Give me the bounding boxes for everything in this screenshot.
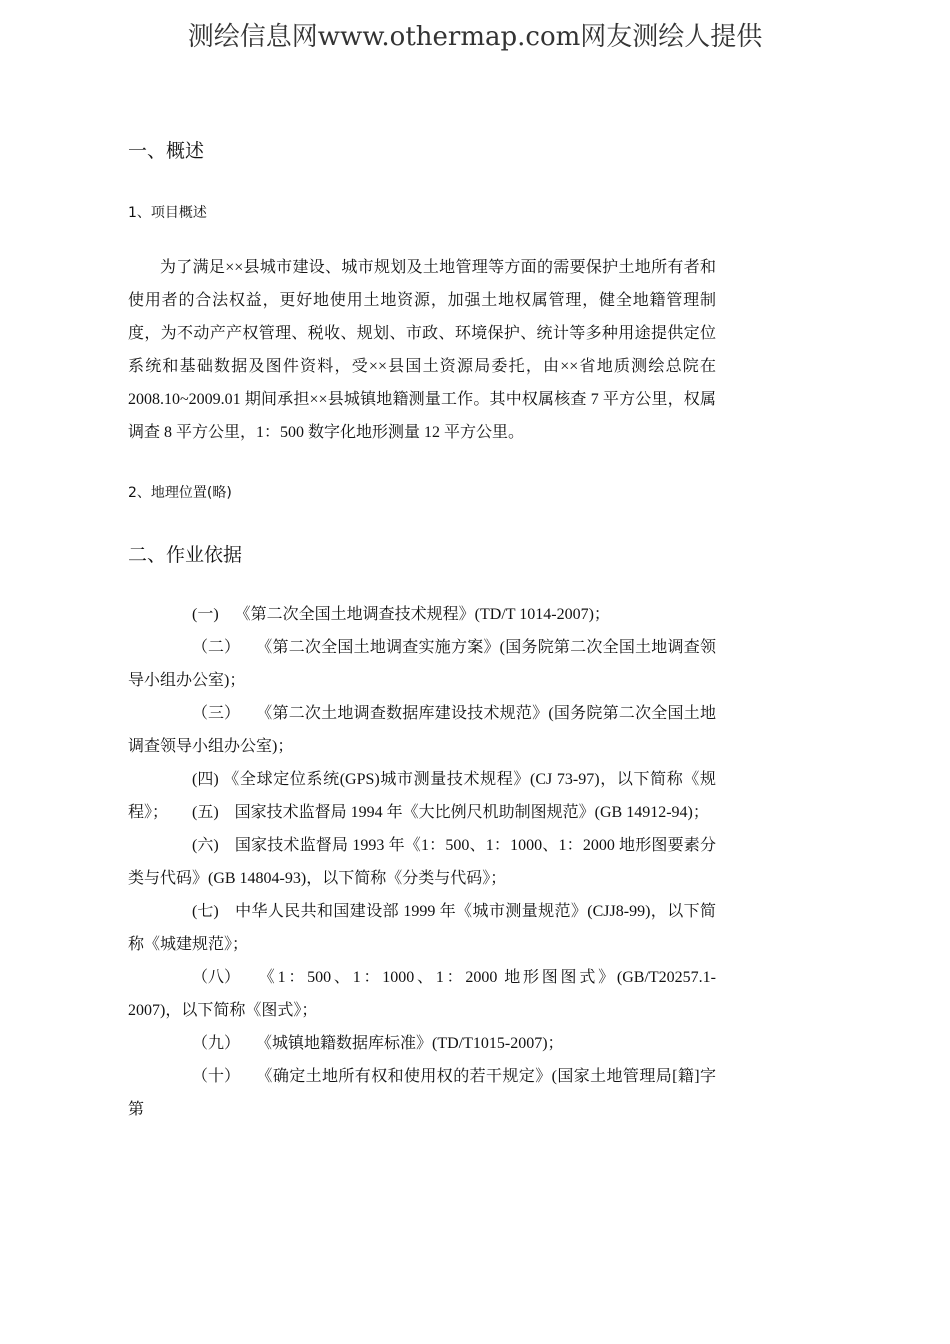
reference-item <box>128 598 716 631</box>
reference-text: 《确定土地所有权和使用权的若干规定》(国家土地管理局[籍]字第 <box>128 1068 716 1118</box>
reference-number: （三） <box>192 705 241 722</box>
reference-number: （九） <box>192 1035 241 1052</box>
reference-text: 国家技术监督局 1994 年《大比例尺机助制图规范》(GB 14912-94)； <box>234 804 709 821</box>
reference-text: 《全球定位系统(GPS)城市测量技术规程》(CJ 73-97)，以下简称《规程》； <box>128 771 716 821</box>
reference-item <box>128 961 716 1027</box>
reference-item <box>128 1027 716 1060</box>
section-2-title: 二、作业依据 <box>128 544 243 566</box>
reference-text: 国家技术监督局 1993 年《1：500、1：1000、1：2000 地形图要素分类与代码》(GB 14804-93)，以下简称《分类与代码》； <box>128 837 716 887</box>
reference-item <box>128 796 716 829</box>
reference-text: 《城镇地籍数据库标准》(TD/T1015-2007)； <box>256 1035 564 1052</box>
reference-number: (一) <box>192 606 219 623</box>
reference-text: 《第二次土地调查数据库建设技术规范》(国务院第二次全国土地调查领导小组办公室)； <box>128 705 716 755</box>
subsection-1-title: 1、项目概述 <box>128 205 207 221</box>
reference-item <box>128 829 716 895</box>
reference-text: 《第二次全国土地调查实施方案》(国务院第二次全国土地调查领导小组办公室)； <box>128 639 716 689</box>
reference-number: (七) <box>192 903 219 920</box>
reference-text: 《第二次全国土地调查技术规程》(TD/T 1014-2007)； <box>234 606 610 623</box>
reference-number: （八） <box>192 969 241 986</box>
reference-number: (四) <box>192 771 219 788</box>
reference-text: 中华人民共和国建设部 1999 年《城市测量规范》(CJJ8-99)，以下简称《城建规范》； <box>128 903 716 953</box>
subsection-2-title: 2、地理位置(略) <box>128 485 232 501</box>
reference-item <box>128 1060 716 1126</box>
reference-item <box>128 697 716 763</box>
section-1-title: 一、概述 <box>128 140 205 162</box>
reference-number: （十） <box>192 1068 241 1085</box>
reference-item <box>128 631 716 697</box>
reference-number: (五) <box>192 804 219 821</box>
watermark-header: 测绘信息网www.othermap.com网友测绘人提供 <box>187 22 763 52</box>
reference-item <box>128 895 716 961</box>
project-overview-paragraph: 为了满足××县城市建设、城市规划及土地管理等方面的需要保护土地所有者和使用者的合法权益，更好地使用土地资源，加强土地权属管理，健全地籍管理制度，为不动产产权管理、税收、规划、市政、环境保护、统计等多种用途提供定位系统和基础数据及图件资料，受××县国土资源局委托，由××省地质测绘总院在 2008.10~2009.01 期间承担××县城镇地籍测量工作。其中权属核查 7 平方公里，权属调查 8 平方公里，1：500 数字化地形测量 12 平方公里。 <box>128 259 716 441</box>
reference-number: (六) <box>192 837 219 854</box>
reference-text: 《1：500、1：1000、1：2000 地形图图式》(GB/T20257.1-2007)，以下简称《图式》； <box>128 969 716 1019</box>
reference-number: （二） <box>192 639 241 656</box>
